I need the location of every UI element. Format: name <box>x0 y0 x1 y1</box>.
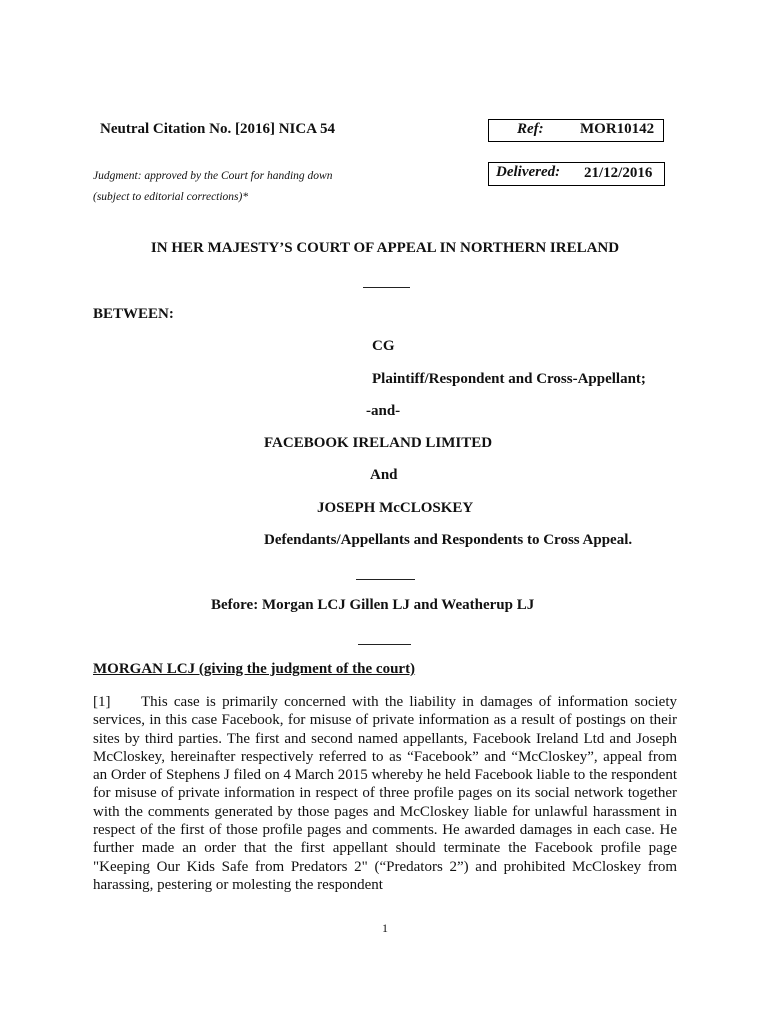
judgment-note <box>93 166 332 208</box>
divider-rule <box>363 287 410 288</box>
before-judges: Before: Morgan LCJ Gillen LJ and Weatherup LJ <box>211 597 535 613</box>
ref-label: Ref: <box>517 121 544 137</box>
and-separator: -and- <box>366 403 401 419</box>
delivered-box <box>488 162 665 186</box>
court-title: IN HER MAJESTY’S COURT OF APPEAL IN NORTHERN IRELAND <box>150 240 620 256</box>
delivered-value: 21/12/2016 <box>584 165 653 181</box>
defendant-mccloskey: JOSEPH McCLOSKEY <box>317 500 474 516</box>
between-label: BETWEEN: <box>93 306 174 322</box>
judgment-note-line1: Judgment: approved by the Court for handing down <box>93 170 333 182</box>
delivered-label: Delivered: <box>496 164 561 180</box>
judgment-note-line2: (subject to editorial corrections)* <box>93 191 249 203</box>
divider-rule <box>356 579 415 580</box>
and-word: And <box>370 467 398 483</box>
paragraph-number: [1] <box>93 694 111 710</box>
paragraph-1 <box>93 693 677 894</box>
page-number: 1 <box>382 921 388 935</box>
defendant-facebook: FACEBOOK IRELAND LIMITED <box>264 435 493 451</box>
section-heading: MORGAN LCJ (giving the judgment of the court) <box>93 661 416 677</box>
neutral-citation: Neutral Citation No. [2016] NICA 54 <box>100 121 335 137</box>
plaintiff-role: Plaintiff/Respondent and Cross-Appellant; <box>372 371 646 387</box>
ref-value: MOR10142 <box>580 121 655 137</box>
paragraph-text: This case is primarily concerned with the liability in damages of information society services, in this case Facebook, for misuse of private information as a result of postings on their sites by third parties. The first and second named appellants, Facebook Ireland Ltd and Joseph McCloskey, hereinafter respectively referred to as “Facebook” and “McCloskey”, appeal from an Order of Stephens J filed on 4 March 2015 whereby he held Facebook liable to the respondent for misuse of private information in respect of three profile pages on its social network together with the comments generated by those pages and McCloskey liable for unlawful harassment in respect of the first of those profile pages and comments. He awarded damages in each case. He further made an order that the first appellant should terminate the Facebook profile page "Keeping Our Kids Safe from Predators 2" (“Predators 2”) and prohibited McCloskey from harassing, pestering or molesting the respondent <box>93 694 677 893</box>
ref-box <box>488 119 664 142</box>
plaintiff-name: CG <box>372 338 395 354</box>
defendant-role: Defendants/Appellants and Respondents to Cross Appeal. <box>264 532 633 548</box>
divider-rule <box>358 644 411 645</box>
